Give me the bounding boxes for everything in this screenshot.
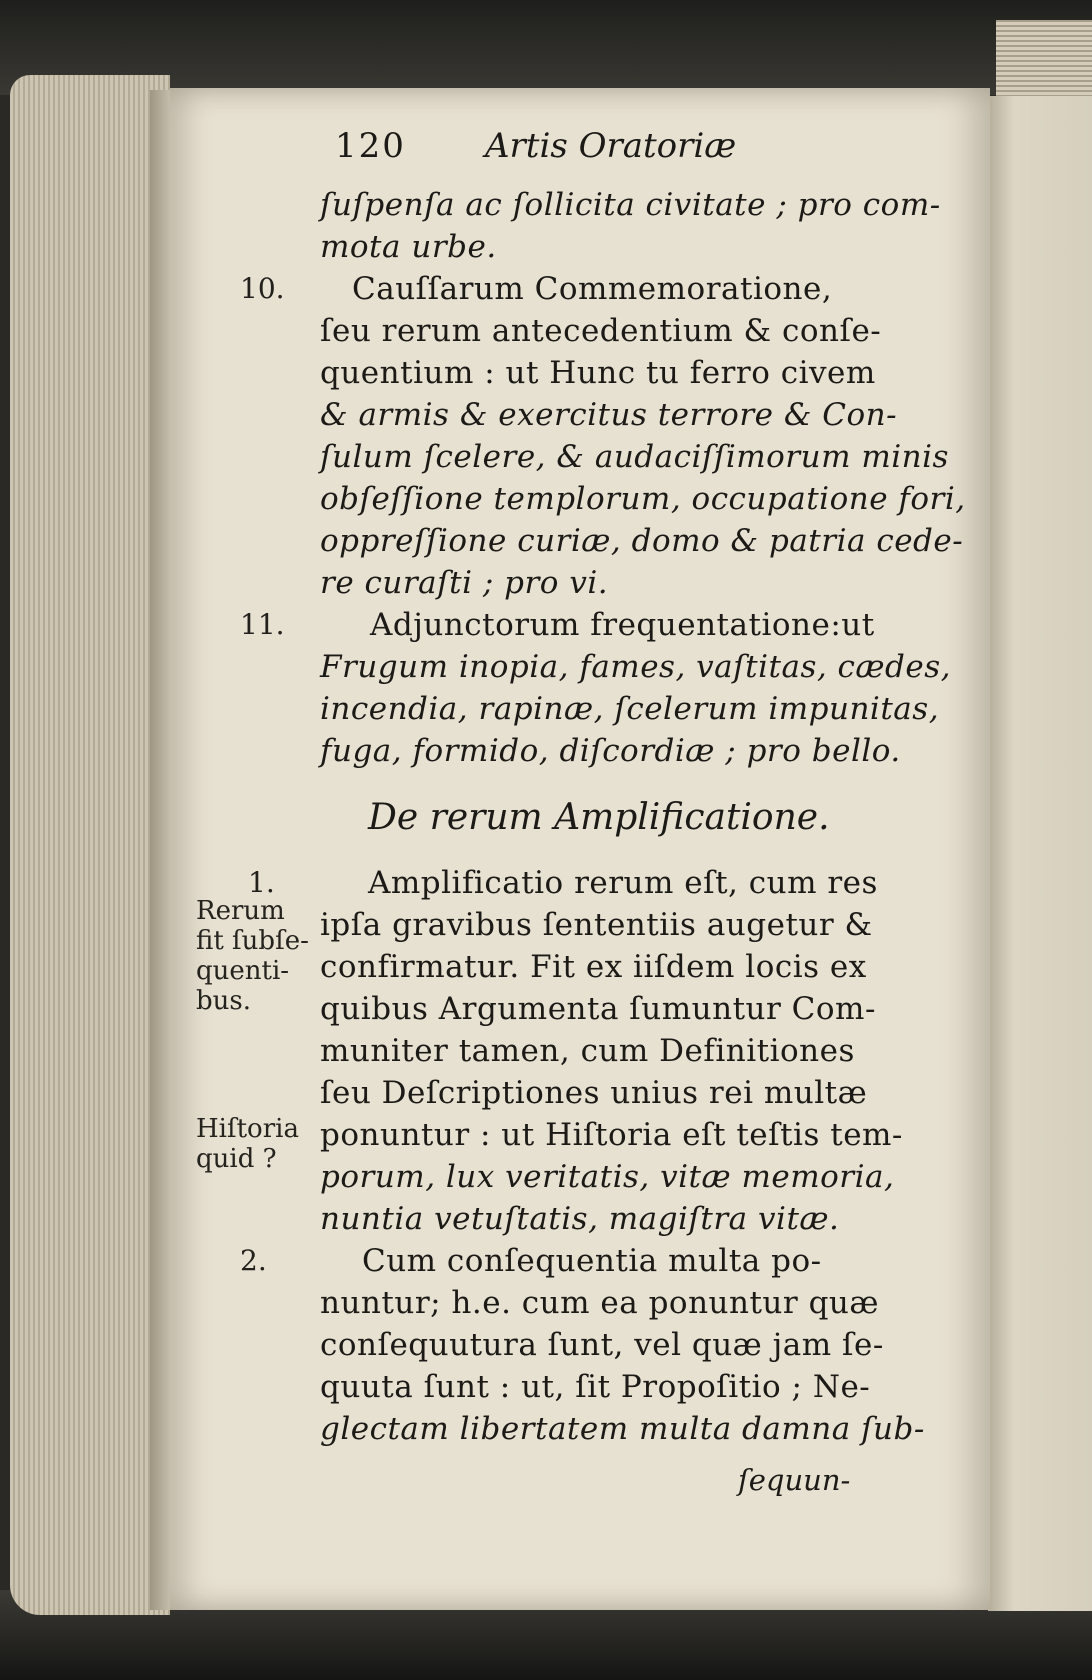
text-line: quentium : ut Hunc tu ferro civem	[320, 355, 876, 391]
text-line: muniter tamen, cum Definitiones	[320, 1033, 855, 1069]
text-line: quibus Argumenta ſumuntur Com-	[320, 991, 876, 1027]
margin-gloss	[196, 896, 311, 1016]
text-line: conſequutura ſunt, vel quæ jam ſe-	[320, 1327, 884, 1363]
text-line: re curaſti ; pro vi.	[320, 565, 609, 601]
text-line: fuga, formido, diſcordiæ ; pro bello.	[320, 733, 901, 769]
text-line: ſulum ſcelere, & audaciſſimorum minis	[320, 439, 949, 475]
text-line: Frugum inopia, fames, vaſtitas, cædes,	[320, 649, 952, 685]
text-line: quuta ſunt : ut, ſit Propoſitio ; Ne-	[320, 1369, 871, 1405]
facing-page	[988, 96, 1092, 1611]
text-line: ſeu rerum antecedentium & conſe-	[320, 313, 882, 349]
text-line: ponuntur : ut Hiſtoria eſt teſtis tem-	[320, 1117, 903, 1153]
item-number-10: 10.	[240, 272, 285, 305]
gloss-line: Hiſtoria	[196, 1114, 299, 1144]
section-heading: De rerum Amplificatione.	[368, 797, 830, 838]
item-number-11: 11.	[240, 608, 285, 641]
right-page-edges	[996, 20, 1092, 100]
text-line: Adjunctorum frequentatione:ut	[370, 607, 875, 643]
text-line: Cum conſequentia multa po-	[362, 1243, 822, 1279]
item-number-2: 2.	[240, 1244, 267, 1277]
text-line: incendia, rapinæ, ſcelerum impunitas,	[320, 691, 940, 727]
gloss-line: bus.	[196, 986, 251, 1016]
text-line: glectam libertatem multa damna ſub-	[320, 1411, 925, 1447]
page-number: 120	[335, 126, 406, 166]
gloss-line: quid ?	[196, 1144, 277, 1174]
gloss-line: Rerum	[196, 896, 285, 926]
page-header	[335, 126, 895, 170]
gloss-line: quenti-	[196, 956, 290, 986]
text-line: porum, lux veritatis, vitæ memoria,	[320, 1159, 895, 1195]
text-line: ſuſpenſa ac ſollicita civitate ; pro com-	[320, 187, 941, 223]
margin-gloss	[196, 1114, 311, 1174]
text-line: mota urbe.	[320, 229, 497, 265]
text-line: Amplificatio rerum eſt, cum res	[368, 865, 878, 901]
text-line: nuntur; h.e. cum ea ponuntur quæ	[320, 1285, 880, 1321]
text-line: ſeu Deſcriptiones unius rei multæ	[320, 1075, 868, 1111]
text-line: Cauſſarum Commemoratione,	[352, 271, 833, 307]
text-line: confirmatur. Fit ex iiſdem locis ex	[320, 949, 867, 985]
text-line: obſeſſione templorum, occupatione fori,	[320, 481, 966, 517]
gloss-line: fit ſubſe-	[196, 926, 309, 956]
catchword: ſequun-	[738, 1463, 851, 1497]
page-stack-edges	[10, 75, 170, 1615]
text-line: ipſa gravibus ſententiis augetur &	[320, 907, 873, 943]
item-number-1: 1.	[248, 866, 275, 899]
text-line: & armis & exercitus terrore & Con-	[320, 397, 898, 433]
text-line: oppreſſione curiæ, domo & patria cede-	[320, 523, 964, 559]
text-line: nuntia vetuſtatis, magiſtra vitæ.	[320, 1201, 840, 1237]
running-head: Artis Oratoriæ	[485, 126, 737, 166]
